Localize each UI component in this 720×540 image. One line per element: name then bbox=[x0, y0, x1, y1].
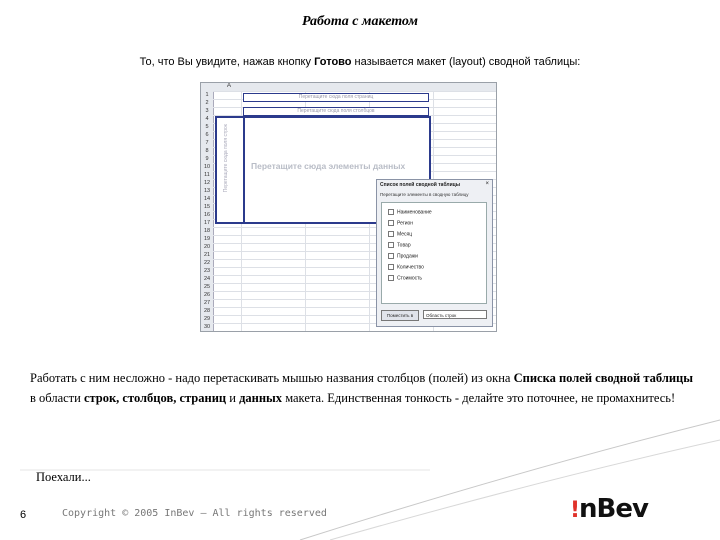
field-checkbox[interactable] bbox=[388, 209, 394, 215]
data-field-drop-label: Перетащите сюда элементы данных bbox=[251, 161, 406, 171]
row-field-drop-area[interactable] bbox=[215, 116, 245, 224]
field-checkbox[interactable] bbox=[388, 242, 394, 248]
field-label: Товар bbox=[397, 242, 411, 249]
field-label: Количество bbox=[397, 264, 424, 271]
copyright-text: Copyright © 2005 InBev – All rights reserved bbox=[62, 508, 327, 519]
field-list-item[interactable] bbox=[388, 231, 412, 237]
row-number: 4 bbox=[205, 116, 209, 122]
body-part-4: макета. Единственная тонкость - делайте это поточнее, не промахнитесь! bbox=[282, 391, 676, 405]
logo-text: nBev bbox=[579, 494, 648, 524]
row-number: 18 bbox=[203, 228, 211, 234]
row-number: 11 bbox=[204, 172, 210, 178]
field-list-item[interactable] bbox=[388, 220, 413, 226]
row-number: 6 bbox=[205, 132, 209, 138]
row-number: 5 bbox=[205, 124, 209, 130]
inbev-logo bbox=[570, 494, 648, 524]
page-field-drop-area[interactable]: Перетащите сюда поля страниц bbox=[243, 93, 429, 102]
field-list-items bbox=[381, 202, 487, 304]
row-number: 24 bbox=[203, 276, 211, 282]
row-number: 2 bbox=[205, 100, 209, 106]
row-number: 30 bbox=[203, 324, 211, 330]
field-list-item[interactable] bbox=[388, 264, 424, 270]
grid-row-line bbox=[213, 91, 496, 92]
field-label: Месяц bbox=[397, 231, 413, 238]
body-part-3: и bbox=[226, 391, 240, 405]
go-text: Поехали... bbox=[36, 470, 91, 484]
row-number: 17 bbox=[203, 220, 211, 226]
body-field-list-name: Списка полей сводной таблицы bbox=[513, 371, 694, 385]
row-number: 9 bbox=[205, 156, 209, 162]
page-number: 6 bbox=[20, 509, 27, 521]
field-list-item[interactable] bbox=[388, 209, 432, 215]
field-label: Наименование bbox=[397, 209, 432, 216]
field-checkbox[interactable] bbox=[388, 220, 394, 226]
row-number: 7 bbox=[205, 140, 209, 146]
column-field-drop-area[interactable]: Перетащите сюда поля столбцов bbox=[243, 107, 429, 116]
row-number: 12 bbox=[203, 180, 211, 186]
pivot-layout-screenshot bbox=[200, 82, 497, 332]
body-part-1: Работать с ним несложно - надо перетаскивать мышью названия столбцов (полей) из окна bbox=[30, 371, 514, 385]
row-number: 20 bbox=[203, 244, 211, 250]
field-list-subtitle: Перетащите элементы в сводную таблицу bbox=[380, 192, 469, 197]
row-number: 1 bbox=[205, 92, 209, 98]
row-number: 14 bbox=[203, 196, 211, 202]
row-number: 23 bbox=[203, 268, 211, 274]
intro-done-keyword: Готово bbox=[314, 56, 352, 68]
logo-mark: ! bbox=[570, 498, 580, 523]
row-number: 8 bbox=[205, 148, 209, 154]
intro-before: То, что Вы увидите, нажав кнопку bbox=[139, 56, 315, 68]
row-field-drop-label: Перетащите сюда поля строк bbox=[223, 124, 229, 193]
row-number: 27 bbox=[203, 300, 211, 306]
field-label: Регион bbox=[397, 220, 414, 227]
body-paragraph bbox=[30, 368, 702, 408]
intro-text bbox=[0, 56, 720, 68]
row-number: 3 bbox=[205, 108, 209, 114]
field-list-title: Список полей сводной таблицы bbox=[380, 182, 461, 188]
close-icon[interactable]: × bbox=[485, 181, 489, 187]
row-number: 19 bbox=[203, 236, 211, 242]
field-list-item[interactable] bbox=[388, 253, 418, 259]
field-checkbox[interactable] bbox=[388, 275, 394, 281]
add-to-button[interactable]: Поместить в bbox=[381, 310, 419, 321]
field-checkbox[interactable] bbox=[388, 253, 394, 259]
field-checkbox[interactable] bbox=[388, 264, 394, 270]
row-number: 10 bbox=[203, 164, 211, 170]
row-number: 21 bbox=[203, 252, 211, 258]
intro-after: называется макет (layout) сводной таблицы: bbox=[351, 56, 581, 68]
row-number: 16 bbox=[203, 212, 211, 218]
pivot-field-list-window[interactable] bbox=[376, 179, 493, 327]
row-number: 29 bbox=[203, 316, 211, 322]
field-label: Продажи bbox=[397, 253, 418, 260]
row-number: 15 bbox=[203, 204, 211, 210]
body-areas: строк, столбцов, страниц bbox=[83, 391, 227, 405]
row-number: 28 bbox=[203, 308, 211, 314]
field-list-item[interactable] bbox=[388, 275, 422, 281]
row-number: 25 bbox=[203, 284, 211, 290]
row-number: 26 bbox=[203, 292, 211, 298]
body-part-2: в области bbox=[30, 391, 84, 405]
page-title: Работа с макетом bbox=[302, 14, 418, 29]
row-number: 22 bbox=[203, 260, 211, 266]
field-list-item[interactable] bbox=[388, 242, 411, 248]
row-number: 13 bbox=[203, 188, 211, 194]
body-data-area: данных bbox=[239, 391, 283, 405]
area-select[interactable]: Область строк bbox=[423, 310, 487, 319]
column-header-a: A bbox=[227, 83, 232, 89]
field-checkbox[interactable] bbox=[388, 231, 394, 237]
field-label: Стоимость bbox=[397, 275, 423, 282]
